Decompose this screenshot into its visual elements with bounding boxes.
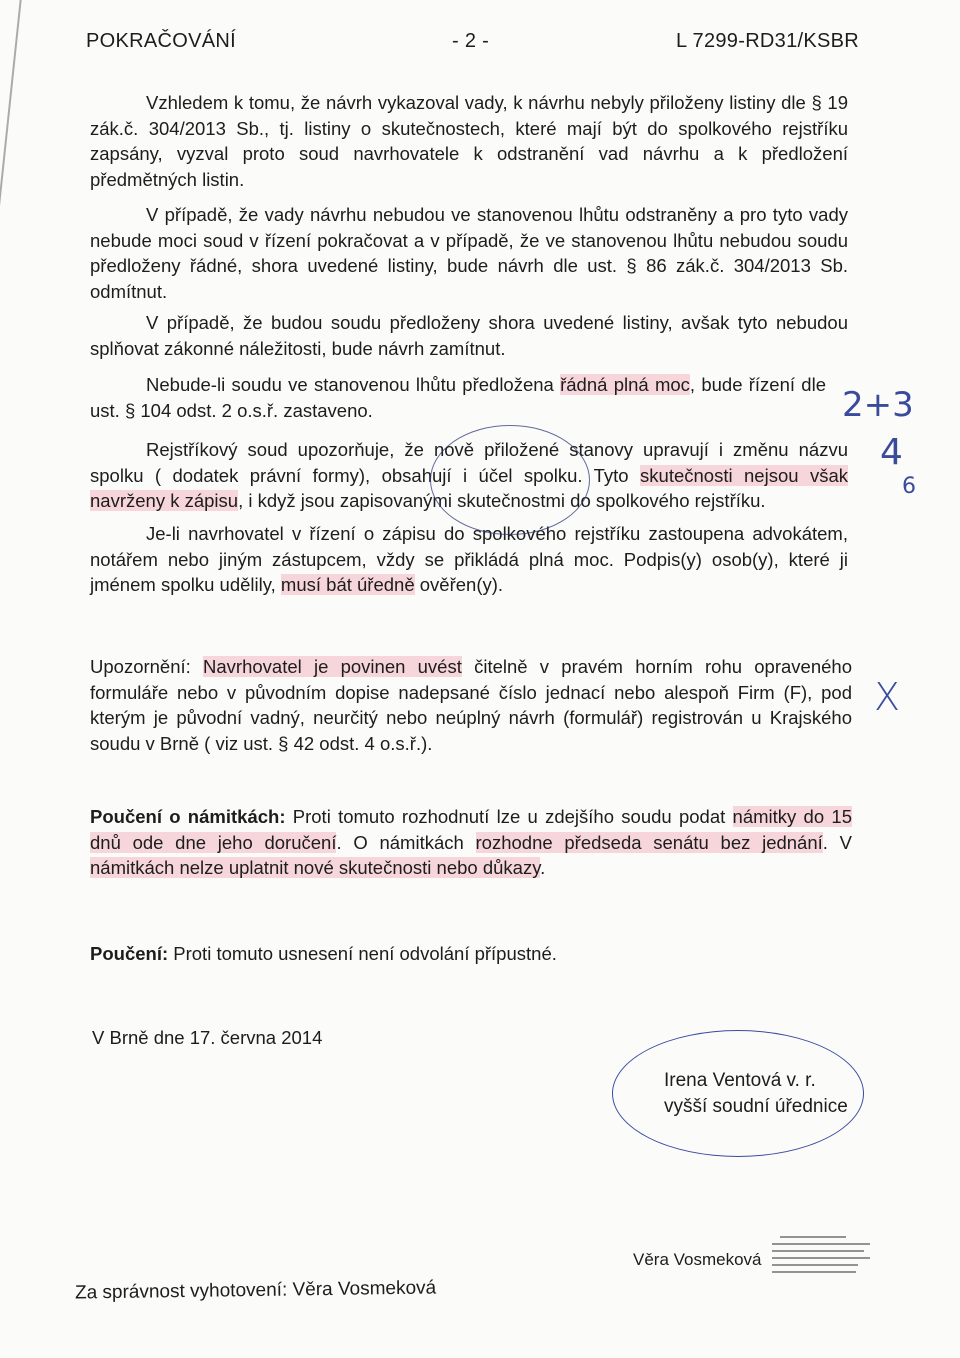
paragraph-3-text: V případě, že budou soudu předloženy shora uvedené listiny, avšak tyto nebudou splňovat zákonné náležitosti, bude návrh zamítnut. bbox=[90, 312, 848, 359]
paragraph-6-text-end: ověřen(y). bbox=[414, 574, 504, 595]
header-continuation: POKRAČOVÁNÍ bbox=[86, 30, 236, 52]
highlight-decision: rozhodne předseda senátu bez jednání bbox=[475, 831, 823, 853]
objection-text-end: . bbox=[540, 857, 546, 878]
instruction-label: Poučení: bbox=[90, 943, 169, 964]
handwritten-note-c: 6 bbox=[902, 474, 916, 499]
paragraph-2-text: V případě, že vady návrhu nebudou ve stanovenou lhůtu odstraněny a pro tyto vady nebude moci soud v řízení pokračovat a v případě, že ve stanovenou lhůtu nebudou soudu předloženy řádné, shora uvedené listiny, bude návrh dle ust. § 86 zák.č. 304/2013 Sb. odmítnut. bbox=[90, 204, 848, 302]
paragraph-5-text-c: . Tyto bbox=[577, 464, 641, 486]
paragraph-2 bbox=[90, 202, 848, 304]
highlight-power-of-attorney: řádná plná moc bbox=[560, 374, 690, 395]
header-page-number: - 2 - bbox=[452, 30, 490, 52]
paragraph-5-text-b: stanovy upravují i změnu názvu spolku ( dodatek právní formy), obsahují i bbox=[90, 439, 848, 486]
scan-edge bbox=[0, 0, 22, 260]
paragraph-6 bbox=[90, 521, 848, 598]
objection-text-c: . V bbox=[822, 831, 852, 853]
digital-signature-stamp bbox=[766, 1233, 876, 1283]
handwritten-note-a: 2+3 bbox=[842, 385, 914, 425]
paragraph-6-text: Je-li navrhovatel v řízení o zápisu do spolkového rejstříku zastoupena advokátem, notářem nebo jiným zástupcem, vždy se přikládá plná moc. Podpis(y) osob(y), které ji jménem spolku udělily, bbox=[90, 523, 848, 595]
warning-paragraph bbox=[90, 654, 852, 756]
instruction-text: Proti tomuto usnesení není odvolání přípustné. bbox=[168, 943, 557, 964]
highlight-purpose: účel spolku bbox=[478, 464, 578, 486]
objection-paragraph bbox=[90, 804, 852, 881]
warning-label: Upozornění: bbox=[90, 656, 191, 677]
hand-drawn-circle-statutes bbox=[430, 425, 590, 535]
header-case-reference: L 7299-RD31/KSBR bbox=[676, 30, 860, 52]
highlight-certified: musí bát úředně bbox=[280, 574, 415, 595]
digital-signature-fine-print bbox=[766, 1233, 876, 1283]
highlight-15-days: námitky do 15 dnů ode dne jeho doručení bbox=[90, 806, 852, 853]
warning-text: čitelně v pravém horním rohu opraveného formuláře nebo v původním dopise nadepsané číslo jednací nebo alespoň Firm (F), pod kterým je původní vadný, neurčitý nebo neúplný návrh (formulář) registrován u Krajského soudu v Brně ( viz ust. § 42 odst. 4 o.s.ř.). bbox=[90, 656, 852, 754]
paragraph-1 bbox=[90, 90, 848, 192]
paragraph-5-text-end: , i když jsou zapisovanými skutečnostmi do spolkového rejstříku. bbox=[238, 490, 766, 511]
objection-text: Proti tomuto rozhodnutí lze u zdejšího soudu podat bbox=[285, 806, 733, 827]
instruction-paragraph bbox=[90, 941, 848, 967]
highlight-no-new-facts: námitkách nelze uplatnit nové skutečnosti nebo důkazy bbox=[90, 857, 541, 878]
highlight-obligation: Navrhovatel je povinen uvést bbox=[203, 656, 462, 677]
date-line: V Brně dne 17. června 2014 bbox=[92, 1027, 323, 1048]
paragraph-4 bbox=[90, 372, 826, 423]
paragraph-3 bbox=[90, 310, 848, 361]
digital-signature-name: Věra Vosmeková bbox=[633, 1250, 762, 1269]
objection-label: Poučení o námitkách: bbox=[90, 806, 286, 827]
handwritten-note-d: X bbox=[874, 675, 901, 719]
paragraph-4-text-end: , bude řízení dle ust. § 104 odst. 2 o.s.ř. zastaveno. bbox=[90, 374, 826, 421]
signature-block bbox=[664, 1068, 848, 1120]
handwritten-note-b: 4 bbox=[880, 432, 903, 473]
warning-space bbox=[191, 656, 203, 677]
highlight-new-statutes: nově přiložené bbox=[433, 439, 560, 460]
paragraph-1-text: Vzhledem k tomu, že návrh vykazoval vady, k návrhu nebyly přiloženy listiny dle § 19 zák.č. 304/2013 Sb., tj. listiny o skutečnostech, které mají být do spolkového rejstříku zapsány, vyzval proto soud navrhovatele k odstranění vad návrhu a k předložení předmětných listin. bbox=[90, 92, 848, 190]
certification-line: Za správnost vyhotovení: Věra Vosmeková bbox=[74, 1277, 437, 1304]
paragraph-4-text: Nebude-li soudu ve stanovenou lhůtu předložena bbox=[146, 374, 561, 395]
paragraph-5-text: Rejstříkový soud upozorňuje, že bbox=[146, 439, 434, 460]
signatory-title: vyšší soudní úřednice bbox=[664, 1096, 848, 1117]
highlight-not-proposed: skutečnosti nejsou však navrženy k zápisu bbox=[90, 464, 848, 511]
signatory-name: Irena Ventová v. r. bbox=[664, 1070, 816, 1091]
objection-text-b: . O námitkách bbox=[336, 831, 476, 853]
